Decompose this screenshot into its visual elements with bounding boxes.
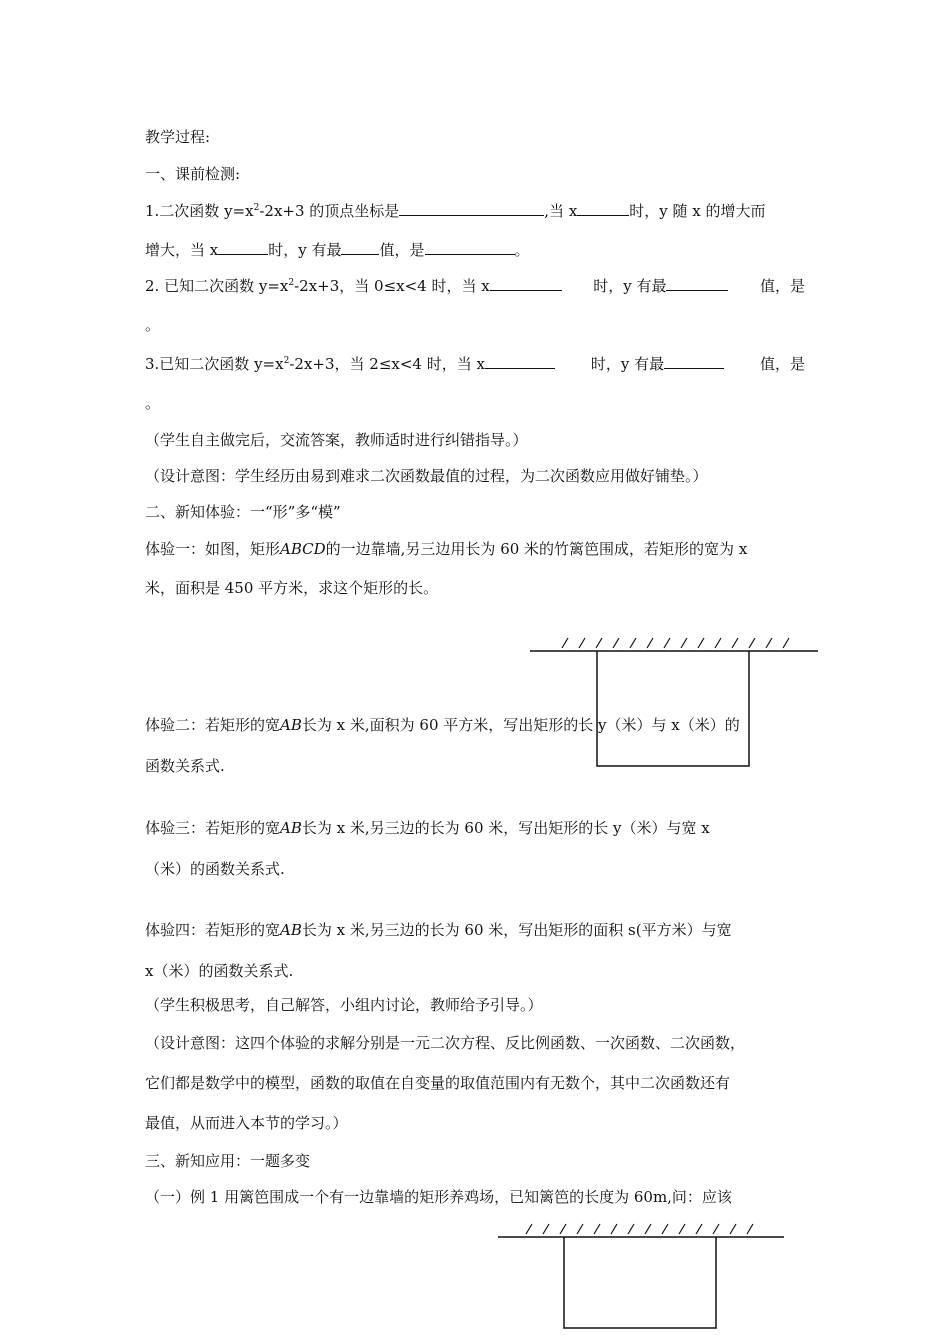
experience-2-line-2: 函数关系式. [145, 757, 225, 775]
answer-blank[interactable] [218, 240, 268, 255]
q1-text-d: 时，y 随 x 的增大而 [629, 202, 766, 220]
question-1-line-2 [145, 240, 530, 260]
section-1-title: 一、课前检测: [145, 165, 241, 183]
experience-1-line-2: 米，面积是 450 平方米，求这个矩形的长。 [145, 579, 439, 597]
answer-blank[interactable] [666, 276, 728, 291]
answer-blank[interactable] [425, 240, 515, 255]
q1-text-b: -2x+3 的顶点坐标是 [259, 202, 400, 220]
question-2-line-2: 。 [145, 316, 161, 334]
answer-blank[interactable] [341, 240, 379, 255]
q2-part-1: 2. 已知二次函数 $y=x^2-2x+3$，当 0≤x<4 时，当 x [145, 276, 562, 296]
fence-rectangle [564, 1237, 716, 1328]
section-1-note-1: （学生自主做完后，交流答案，教师适时进行纠错指导。） [145, 431, 528, 449]
q2-part-2: 时，y 有最 [593, 276, 728, 296]
q1-text-a: 1.二次函数 y=x [145, 202, 254, 220]
answer-blank[interactable] [664, 354, 724, 369]
section-1-note-2: （设计意图：学生经历由易到难求二次函数最值的过程，为二次函数应用做好铺垫。） [145, 467, 708, 485]
q1-text-e: 增大，当 x [145, 241, 219, 259]
section-2-note-1: （学生积极思考，自己解答，小组内讨论，教师给予引导。） [145, 996, 543, 1014]
section-2-note-2-line-1: （设计意图：这四个体验的求解分别是一元二次方程、反比例函数、一次函数、二次函数， [145, 1034, 746, 1052]
question-2-line-1 [145, 276, 805, 296]
q3-part-3: 值，是 [759, 355, 805, 373]
experience-4-line-2: x（米）的函数关系式. [145, 962, 294, 980]
answer-blank[interactable] [485, 354, 555, 369]
q1-text-h: 。 [514, 241, 530, 259]
question-1-line-1 [145, 201, 766, 221]
fence-rectangle [597, 651, 749, 766]
wall-hatching [526, 1224, 753, 1234]
q1-text-f: 时，y 有最 [268, 241, 342, 259]
wall-rectangle-figure-1 [530, 635, 820, 770]
section-2-note-2-line-3: 最值，从而进入本节的学习。） [145, 1114, 348, 1132]
experience-3-line-2: （米）的函数关系式. [145, 860, 285, 878]
superscript: 2 [253, 203, 260, 213]
heading: 教学过程: [145, 128, 211, 146]
experience-1-line-1: 体验一：如图，矩形ABCD的一边靠墙,另三边用长为 60 米的竹篱笆围成，若矩形的宽为 x [145, 540, 748, 558]
experience-4-line-1: 体验四：若矩形的宽AB长为 x 米,另三边的长为 60 米，写出矩形的面积 s(平方米）与宽 [145, 921, 732, 939]
example-1-line: （一）例 1 用篱笆围成一个有一边靠墙的矩形养鸡场，已知篱笆的长度为 60m,问：应该 [145, 1188, 732, 1206]
section-3-title: 三、新知应用：一题多变 [145, 1152, 311, 1170]
wall-rectangle-figure-2 [496, 1219, 786, 1334]
experience-2-line-1: 体验二：若矩形的宽AB长为 x 米,面积为 60 平方米，写出矩形的长 y（米）与 x（米）的 [145, 716, 740, 734]
q1-text-g: 值，是 [379, 241, 425, 259]
q2-part-3: 值，是 [759, 277, 805, 295]
wall-hatching [562, 638, 789, 648]
experience-3-line-1: 体验三：若矩形的宽AB长为 x 米,另三边的长为 60 米，写出矩形的长 y（米）与宽 x [145, 819, 710, 837]
answer-blank[interactable] [399, 201, 544, 216]
q1-text-c: ,当 x [544, 202, 578, 220]
section-2-note-2-line-2: 它们都是数学中的模型，函数的取值在自变量的取值范围内有无数个，其中二次函数还有 [145, 1074, 731, 1092]
q3-part-1: 3.已知二次函数 $y=x^2-2x+3$，当 2≤x<4 时，当 x [145, 354, 555, 374]
question-3-line-2: 。 [145, 394, 161, 412]
q3-part-2: 时，y 有最 [591, 354, 724, 374]
answer-blank[interactable] [577, 201, 629, 216]
section-2-title: 二、新知体验：一“形”多“模” [145, 503, 341, 521]
answer-blank[interactable] [490, 276, 562, 291]
question-3-line-1 [145, 354, 805, 374]
